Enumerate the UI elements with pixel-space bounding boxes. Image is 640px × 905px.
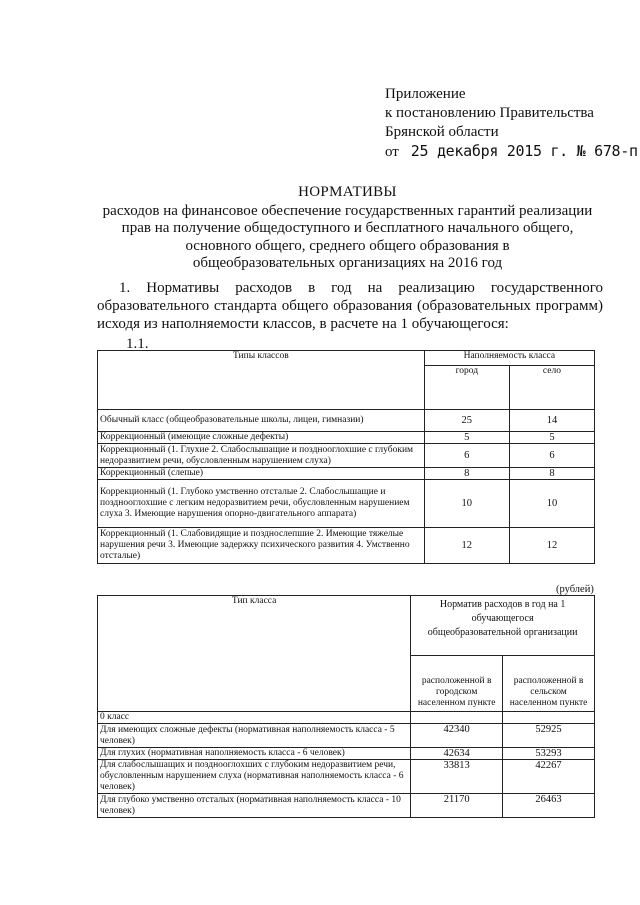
table1-header-fill: Наполняемость класса bbox=[424, 351, 594, 366]
table1-header-type: Типы классов bbox=[98, 351, 425, 410]
table1-cell-name: Коррекционный (1. Слабовидящие и позднослепшие 2. Имеющие тяжелые нарушения речи 3. Имеющие задержку психического развития 4. Умственно отсталые) bbox=[98, 528, 425, 564]
title-line: общеобразовательных организациях на 2016 год bbox=[192, 255, 503, 271]
table2-cell-city: 42634 bbox=[411, 748, 503, 760]
table1-cell-village: 10 bbox=[509, 480, 594, 528]
table1-header-city: город bbox=[424, 366, 509, 410]
intro-paragraph-text: 1. Нормативы расходов в год на реализацию государственного образовательного стандарта общего образования (образовательных программ) исходя из наполняемости классов, в расчете на 1 обучающегося: bbox=[97, 280, 603, 332]
table-row bbox=[98, 712, 595, 724]
table-row bbox=[98, 468, 595, 480]
table1-cell-village: 5 bbox=[509, 432, 594, 444]
table-row bbox=[98, 480, 595, 528]
table1-cell-name: Коррекционный (имеющие сложные дефекты) bbox=[98, 432, 425, 444]
table-row bbox=[98, 794, 595, 818]
table1-cell-name: Коррекционный (слепые) bbox=[98, 468, 425, 480]
expense-norm-table bbox=[97, 595, 595, 818]
table1-cell-name: Коррекционный (1. Глухие 2. Слабослышащие и позднооглохшие с глубоким недоразвитием речи, обусловленным нарушением слуха) bbox=[98, 444, 425, 468]
table-row bbox=[98, 748, 595, 760]
table2-cell-name: Для глухих (нормативная наполняемость класса - 6 человек) bbox=[98, 748, 411, 760]
intro-paragraph bbox=[97, 279, 603, 333]
table2-cell-city: 42340 bbox=[411, 724, 503, 748]
table1-cell-village: 6 bbox=[509, 444, 594, 468]
table-row bbox=[98, 760, 595, 794]
appendix-line: Приложение bbox=[385, 86, 466, 102]
class-fill-table bbox=[97, 350, 595, 564]
table1-cell-city: 25 bbox=[424, 410, 509, 432]
table1-cell-village: 12 bbox=[509, 528, 594, 564]
table2-cell-name: Для слабослышащих и позднооглохших с глубоким недоразвитием речи, обусловленным нарушением слуха (нормативная наполняемость класса - 6 человек) bbox=[98, 760, 411, 794]
table2-cell-city: 21170 bbox=[411, 794, 503, 818]
table-row bbox=[98, 444, 595, 468]
subsection-number: 1.1. bbox=[126, 336, 149, 352]
table2-cell-village: 53293 bbox=[503, 748, 595, 760]
table1-cell-name: Обычный класс (общеобразовательные школы, лицеи, гимназии) bbox=[98, 410, 425, 432]
table2-cell-city bbox=[411, 712, 503, 724]
table2-cell-village: 42267 bbox=[503, 760, 595, 794]
title-line: прав на получение общедоступного и бесплатного начального общего, bbox=[121, 220, 574, 236]
table1-cell-village: 14 bbox=[509, 410, 594, 432]
appendix-from-label: от bbox=[385, 144, 399, 160]
appendix-date: 25 декабря 2015 г. № 678-п bbox=[410, 142, 638, 160]
table1-cell-city: 8 bbox=[424, 468, 509, 480]
table2-cell-name: Для глубоко умственно отсталых (нормативная наполняемость класса - 10 человек) bbox=[98, 794, 411, 818]
table1-cell-city: 5 bbox=[424, 432, 509, 444]
title-line: расходов на финансовое обеспечение государственных гарантий реализации bbox=[102, 202, 593, 219]
document-title bbox=[95, 184, 600, 273]
table1-cell-city: 12 bbox=[424, 528, 509, 564]
table2-header-village: расположенной в сельском населенном пункте bbox=[503, 656, 595, 712]
table2-header-norm: Норматив расходов в год на 1 обучающегося общеобразовательной организации bbox=[411, 596, 595, 656]
table2-cell-village: 52925 bbox=[503, 724, 595, 748]
appendix-block bbox=[385, 85, 638, 162]
table2-cell-village bbox=[503, 712, 595, 724]
table1-cell-village: 8 bbox=[509, 468, 594, 480]
table2-header-type: Тип класса bbox=[98, 596, 411, 712]
table1-cell-city: 10 bbox=[424, 480, 509, 528]
currency-unit: (рублей) bbox=[556, 584, 594, 595]
table2-cell-name: 0 класс bbox=[98, 712, 411, 724]
title-line: основного общего, среднего общего образования в bbox=[185, 237, 510, 254]
table2-header-city: расположенной в городском населенном пункте bbox=[411, 656, 503, 712]
table1-cell-city: 6 bbox=[424, 444, 509, 468]
appendix-line: Брянской области bbox=[385, 124, 499, 140]
appendix-date-line bbox=[385, 142, 638, 162]
table2-cell-village: 26463 bbox=[503, 794, 595, 818]
table-row bbox=[98, 432, 595, 444]
table2-cell-name: Для имеющих сложные дефекты (нормативная наполняемость класса - 5 человек) bbox=[98, 724, 411, 748]
table1-header-village: село bbox=[509, 366, 594, 410]
table-row bbox=[98, 410, 595, 432]
table-row bbox=[98, 724, 595, 748]
table2-cell-city: 33813 bbox=[411, 760, 503, 794]
appendix-line: к постановлению Правительства bbox=[385, 105, 594, 121]
title-heading: НОРМАТИВЫ bbox=[298, 184, 397, 200]
table1-cell-name: Коррекционный (1. Глубоко умственно отсталые 2. Слабослышащие и позднооглохшие с легким недоразвитием речи, обусловленным нарушением слуха 3. Имеющие нарушения опорно-двигательного аппарата) bbox=[98, 480, 425, 528]
table-row bbox=[98, 528, 595, 564]
